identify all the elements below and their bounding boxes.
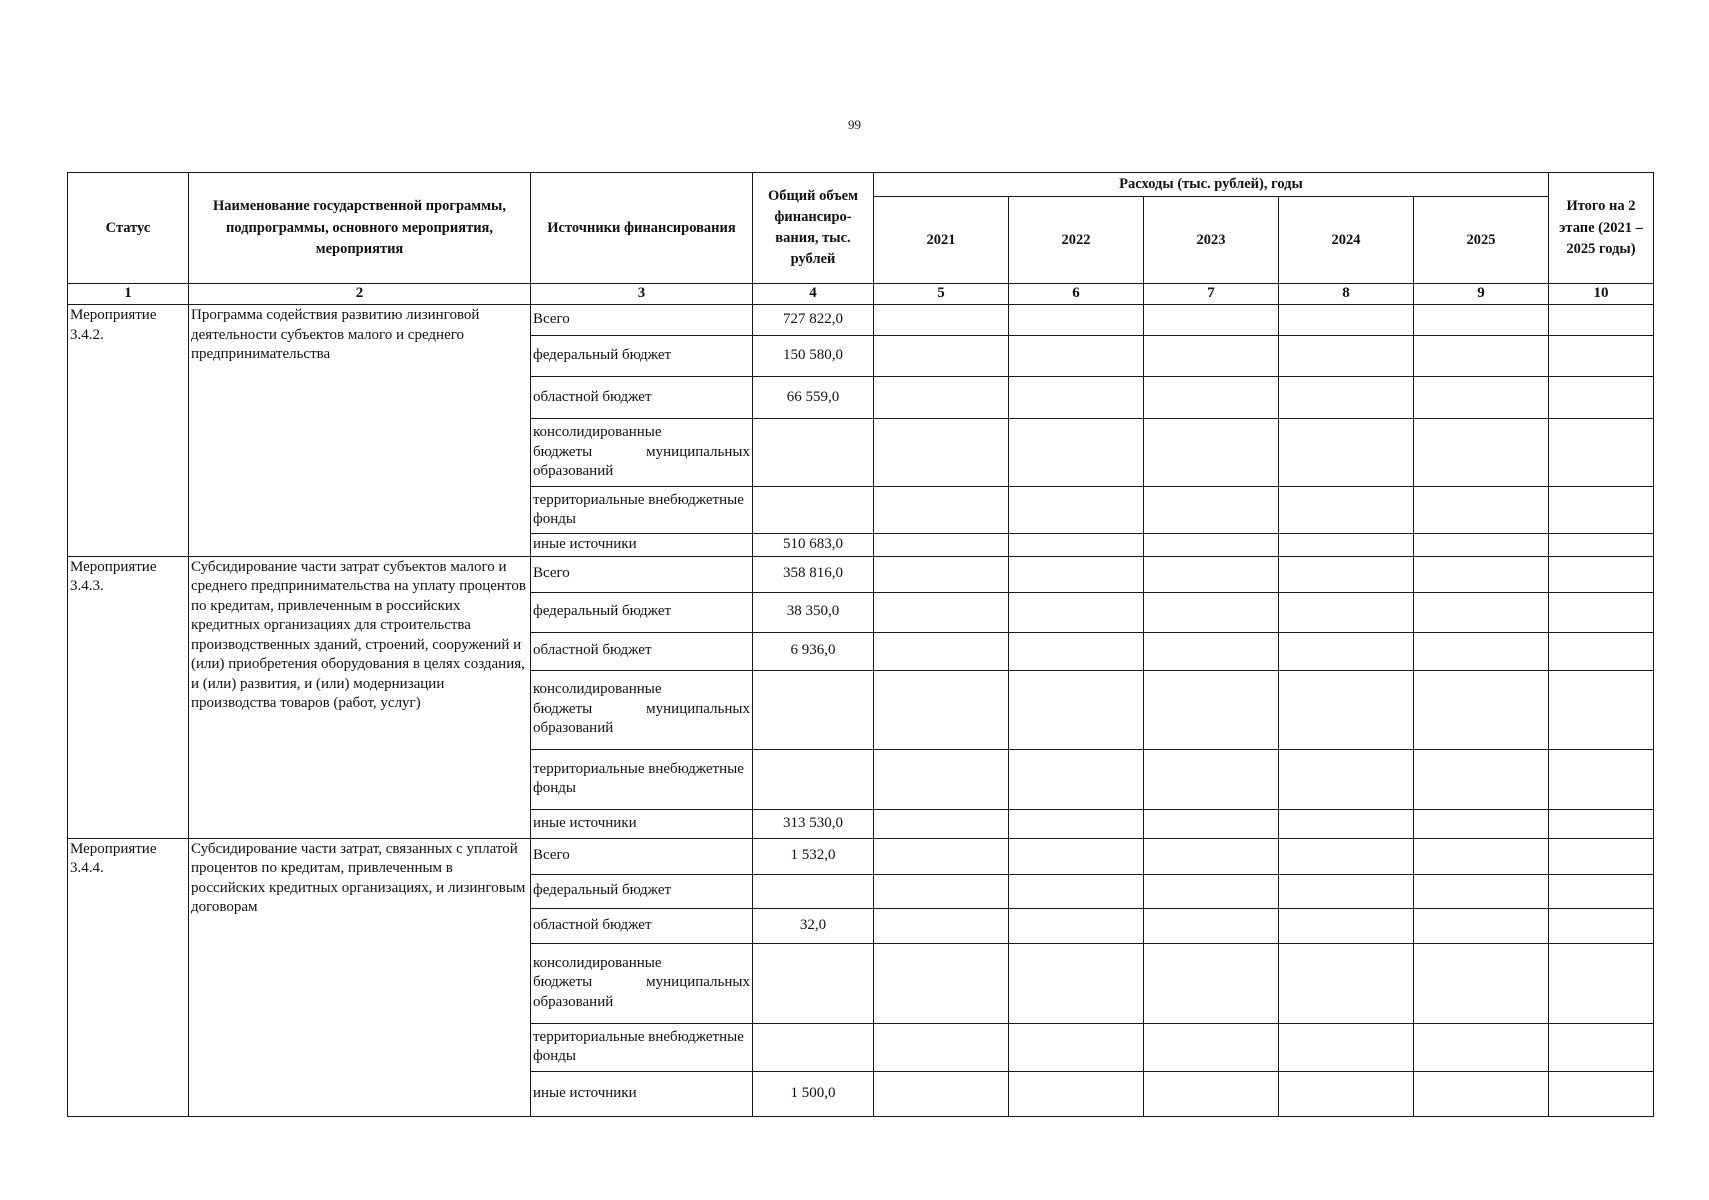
- source-territorial: территориальные внебюджетные фонды: [531, 1023, 753, 1071]
- source-territorial: территориальные внебюджетные фонды: [531, 487, 753, 534]
- source-municipal-word: муниципальных: [646, 974, 750, 991]
- source-municipal-word: бюджеты: [533, 700, 593, 717]
- source-municipal-line: [533, 973, 750, 993]
- value-municipal: [753, 670, 874, 749]
- header-stage-total: Итого на 2 этапе (2021 – 2025 годы): [1549, 173, 1654, 284]
- source-territorial: территориальные внебюджетные фонды: [531, 749, 753, 809]
- source-federal: федеральный бюджет: [531, 874, 753, 908]
- financing-table: [67, 172, 1654, 1117]
- source-other: иные источники: [531, 534, 753, 557]
- source-municipal-word: муниципальных: [646, 700, 750, 717]
- header-total-volume: Общий объем финансиро-вания, тыс. рублей: [753, 173, 874, 284]
- value-other: 510 683,0: [753, 534, 874, 557]
- source-municipal-line: [533, 443, 750, 463]
- value-other: 1 500,0: [753, 1071, 874, 1116]
- value-federal: 150 580,0: [753, 336, 874, 377]
- source-municipal-line: образований: [533, 463, 614, 480]
- value-regional: 6 936,0: [753, 632, 874, 670]
- source-total: Всего: [531, 305, 753, 336]
- source-municipal-line: консолидированные: [533, 681, 662, 698]
- source-federal: федеральный бюджет: [531, 336, 753, 377]
- header-expenses-group: Расходы (тыс. рублей), годы: [874, 173, 1549, 197]
- activity-name: Субсидирование части затрат субъектов малого и среднего предпринимательства на уплату процентов по кредитам, привлеченным в российских кредитных организациях для строительства производственных зданий, строений, сооружений и (или) приобретения оборудования в целях создания, и (или) развития, и (или) модернизации производства товаров (работ, услуг): [189, 556, 531, 838]
- source-municipal-line: консолидированные: [533, 424, 662, 441]
- column-number: 6: [1009, 284, 1144, 305]
- table-row: [68, 838, 1654, 874]
- header-year: 2023: [1144, 197, 1279, 284]
- column-number: 2: [189, 284, 531, 305]
- header-year: 2021: [874, 197, 1009, 284]
- activity-status: Мероприятие 3.4.3.: [68, 556, 189, 838]
- page-number: 99: [848, 117, 861, 132]
- column-numbers-row: [68, 284, 1654, 305]
- value-territorial: [753, 487, 874, 534]
- header-name: Наименование государственной программы, подпрограммы, основного мероприятия, мероприятия: [189, 173, 531, 284]
- column-number: 8: [1279, 284, 1414, 305]
- column-number: 1: [68, 284, 189, 305]
- activity-name: Субсидирование части затрат, связанных с уплатой процентов по кредитам, привлеченным в российских кредитных организациях, и лизинговым договорам: [189, 838, 531, 1116]
- value-territorial: [753, 749, 874, 809]
- table-row: [68, 556, 1654, 592]
- activity-name: Программа содействия развитию лизинговой деятельности субъектов малого и среднего предпринимательства: [189, 305, 531, 557]
- source-regional: областной бюджет: [531, 908, 753, 943]
- source-municipal-word: муниципальных: [646, 443, 750, 460]
- value-municipal: [753, 419, 874, 487]
- source-municipal: [531, 419, 753, 487]
- header-status: Статус: [68, 173, 189, 284]
- column-number: 5: [874, 284, 1009, 305]
- value-total: 727 822,0: [753, 305, 874, 336]
- column-number: 7: [1144, 284, 1279, 305]
- column-number: 3: [531, 284, 753, 305]
- value-other: 313 530,0: [753, 809, 874, 838]
- column-number: 9: [1414, 284, 1549, 305]
- header-year: 2024: [1279, 197, 1414, 284]
- activity-status: Мероприятие 3.4.2.: [68, 305, 189, 557]
- value-regional: 32,0: [753, 908, 874, 943]
- value-total: 358 816,0: [753, 556, 874, 592]
- table-row: [68, 305, 1654, 336]
- source-municipal-word: бюджеты: [533, 974, 593, 991]
- value-regional: 66 559,0: [753, 377, 874, 419]
- header-sources: Источники финансирования: [531, 173, 753, 284]
- source-total: Всего: [531, 838, 753, 874]
- value-federal: 38 350,0: [753, 592, 874, 632]
- column-number: 4: [753, 284, 874, 305]
- header-year: 2022: [1009, 197, 1144, 284]
- source-municipal-line: консолидированные: [533, 954, 662, 971]
- source-municipal: [531, 670, 753, 749]
- source-other: иные источники: [531, 809, 753, 838]
- column-number: 10: [1549, 284, 1654, 305]
- activity-status: Мероприятие 3.4.4.: [68, 838, 189, 1116]
- source-municipal: [531, 943, 753, 1023]
- value-total: 1 532,0: [753, 838, 874, 874]
- source-total: Всего: [531, 556, 753, 592]
- value-municipal: [753, 943, 874, 1023]
- source-federal: федеральный бюджет: [531, 592, 753, 632]
- header-year: 2025: [1414, 197, 1549, 284]
- value-federal: [753, 874, 874, 908]
- source-municipal-line: образований: [533, 993, 614, 1010]
- source-other: иные источники: [531, 1071, 753, 1116]
- source-municipal-word: бюджеты: [533, 443, 593, 460]
- value-territorial: [753, 1023, 874, 1071]
- source-municipal-line: [533, 700, 750, 720]
- source-regional: областной бюджет: [531, 632, 753, 670]
- source-regional: областной бюджет: [531, 377, 753, 419]
- source-municipal-line: образований: [533, 720, 614, 737]
